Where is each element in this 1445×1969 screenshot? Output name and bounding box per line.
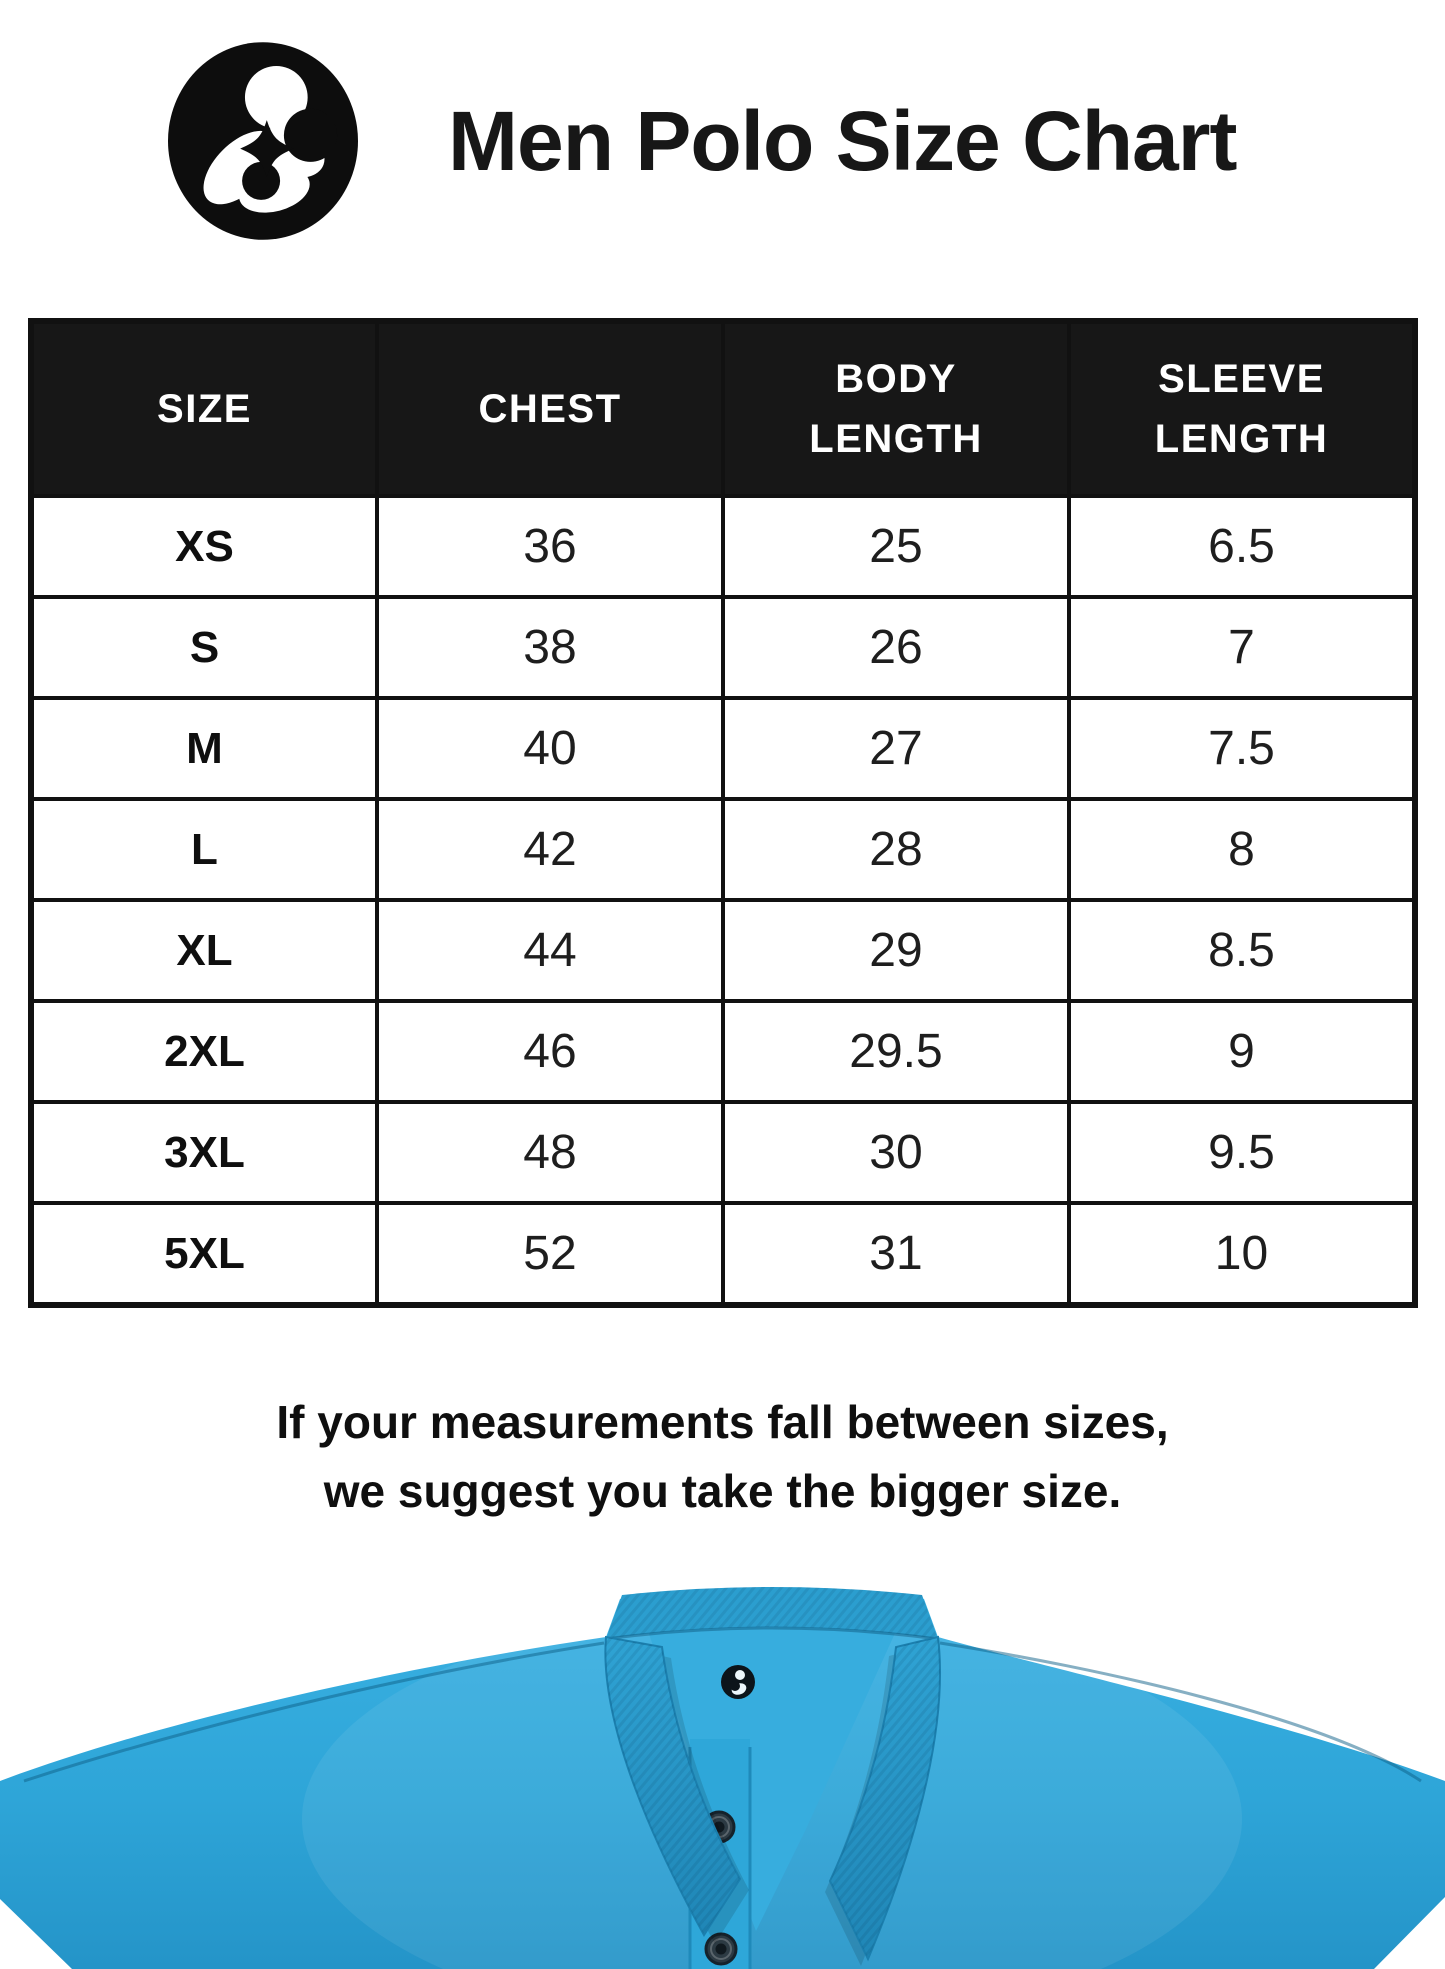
measurement-cell: 6.5: [1069, 496, 1415, 597]
measurement-cell: 26: [723, 597, 1069, 698]
size-cell: XS: [31, 496, 377, 597]
measurement-cell: 27: [723, 698, 1069, 799]
size-table-body: [31, 496, 1415, 1305]
measurement-cell: 30: [723, 1102, 1069, 1203]
measurement-cell: 7.5: [1069, 698, 1415, 799]
size-table: [28, 318, 1418, 1308]
page-title: Men Polo Size Chart: [448, 93, 1237, 188]
header-row: [31, 321, 1415, 496]
column-header-sleeve-length: SLEEVE LENGTH: [1069, 321, 1415, 496]
size-table-head: [31, 321, 1415, 496]
blue-polo-shirt-image: [0, 1569, 1445, 1969]
measurement-cell: 9.5: [1069, 1102, 1415, 1203]
measurement-cell: 29: [723, 900, 1069, 1001]
measurement-cell: 44: [377, 900, 723, 1001]
measurement-cell: 28: [723, 799, 1069, 900]
column-header-size: SIZE: [31, 321, 377, 496]
sizing-note-line-2: we suggest you take the bigger size.: [323, 1465, 1122, 1517]
size-cell: S: [31, 597, 377, 698]
size-cell: XL: [31, 900, 377, 1001]
size-cell: M: [31, 698, 377, 799]
measurement-cell: 8.5: [1069, 900, 1415, 1001]
measurement-cell: 9: [1069, 1001, 1415, 1102]
table-row: [31, 1102, 1415, 1203]
care-label: [721, 1665, 755, 1699]
measurement-cell: 46: [377, 1001, 723, 1102]
brand-header: [168, 42, 1445, 240]
size-cell: 2XL: [31, 1001, 377, 1102]
table-row: [31, 496, 1415, 597]
table-row: [31, 698, 1415, 799]
measurement-cell: 7: [1069, 597, 1415, 698]
measurement-cell: 36: [377, 496, 723, 597]
measurement-cell: 48: [377, 1102, 723, 1203]
measurement-cell: 52: [377, 1203, 723, 1305]
measurement-cell: 40: [377, 698, 723, 799]
measurement-cell: 42: [377, 799, 723, 900]
size-cell: L: [31, 799, 377, 900]
column-header-chest: CHEST: [377, 321, 723, 496]
measurement-cell: 10: [1069, 1203, 1415, 1305]
sizing-note-line-1: If your measurements fall between sizes,: [276, 1396, 1169, 1448]
measurement-cell: 31: [723, 1203, 1069, 1305]
sizing-note: [0, 1388, 1445, 1526]
table-row: [31, 799, 1415, 900]
size-cell: 5XL: [31, 1203, 377, 1305]
table-row: [31, 900, 1415, 1001]
size-chart-page: [0, 42, 1445, 1969]
table-row: [31, 1203, 1415, 1305]
column-header-body-length: BODY LENGTH: [723, 321, 1069, 496]
size-cell: 3XL: [31, 1102, 377, 1203]
table-row: [31, 1001, 1415, 1102]
measurement-cell: 25: [723, 496, 1069, 597]
polo-button-bottom: [706, 1934, 736, 1964]
table-row: [31, 597, 1415, 698]
mother-and-baby-logo-icon: [168, 42, 358, 240]
measurement-cell: 29.5: [723, 1001, 1069, 1102]
measurement-cell: 8: [1069, 799, 1415, 900]
measurement-cell: 38: [377, 597, 723, 698]
